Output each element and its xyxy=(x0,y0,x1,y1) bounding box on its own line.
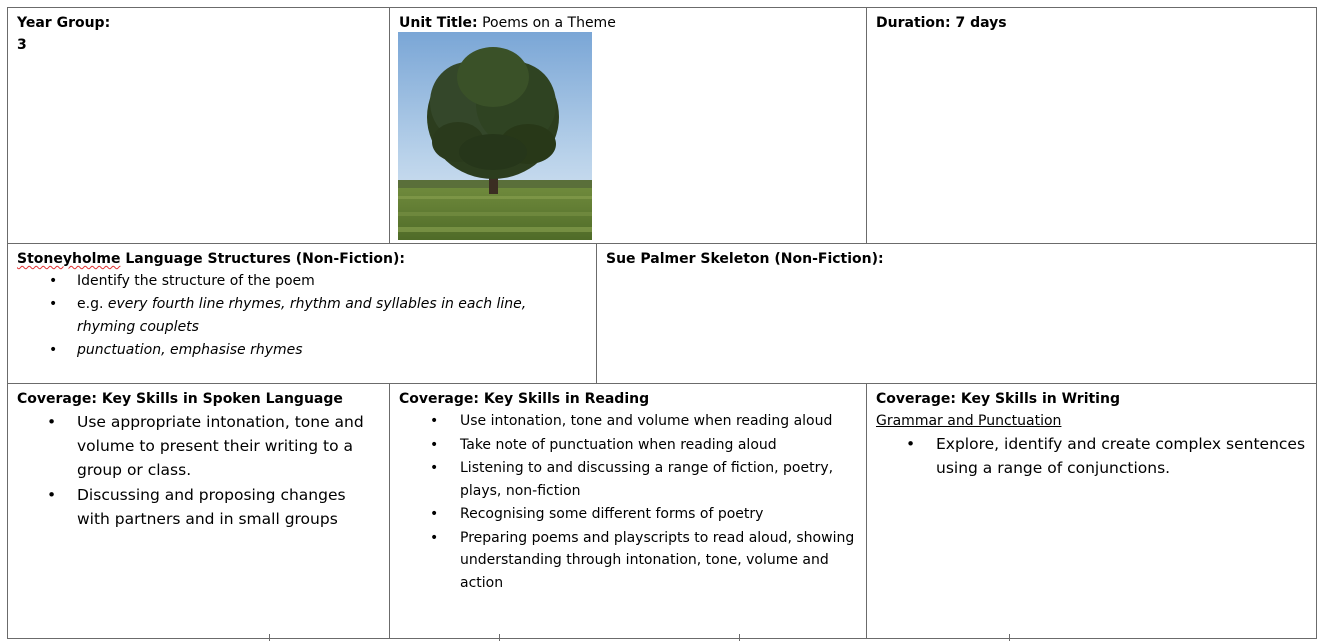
list-item xyxy=(17,270,587,293)
spoken-language-heading: Coverage: Key Skills in Spoken Language xyxy=(17,391,343,407)
list-item xyxy=(17,293,587,339)
list-item: • Explore, identify and create complex sentences using a range of conjunctions. xyxy=(876,432,1307,480)
writing-cell xyxy=(866,383,1317,639)
reading-cell xyxy=(389,383,867,639)
language-structures-heading xyxy=(17,248,587,270)
writing-subheading: Grammar and Punctuation xyxy=(876,413,1062,429)
list-item-italic: punctuation, emphasise rhymes xyxy=(77,342,303,358)
duration-label: Duration: 7 days xyxy=(876,15,1007,31)
year-group-cell xyxy=(7,7,390,244)
tree-photo xyxy=(398,32,592,240)
list-item: • Take note of punctuation when reading aloud xyxy=(399,434,857,457)
spoken-language-list xyxy=(17,410,380,531)
year-group-value: 3 xyxy=(17,37,27,53)
unit-title xyxy=(399,12,857,34)
reading-list xyxy=(399,410,857,594)
language-structures-cell xyxy=(7,243,597,384)
reading-heading: Coverage: Key Skills in Reading xyxy=(399,391,650,407)
list-item-text: e.g. xyxy=(77,296,108,312)
language-structures-heading-rest: Language Structures (Non-Fiction): xyxy=(120,251,405,267)
writing-list xyxy=(876,432,1307,480)
spoken-language-cell xyxy=(7,383,390,639)
list-item-italic: every fourth line rhymes, rhythm and syllables in each line, rhyming couplets xyxy=(77,296,527,335)
list-item: • Recognising some different forms of poetry xyxy=(399,503,857,526)
skeleton-cell xyxy=(596,243,1317,384)
list-item: • Listening to and discussing a range of fiction, poetry, plays, non-fiction xyxy=(399,457,857,502)
list-item: • Use appropriate intonation, tone and volume to present their writing to a group or class. xyxy=(17,410,380,482)
list-item xyxy=(17,339,587,362)
skeleton-heading: Sue Palmer Skeleton (Non-Fiction): xyxy=(606,251,884,267)
unit-title-label: Unit Title: xyxy=(399,15,478,31)
duration-cell xyxy=(866,7,1317,244)
list-item: • Discussing and proposing changes with partners and in small groups xyxy=(17,483,380,531)
list-item-text: Identify the structure of the poem xyxy=(77,273,315,289)
writing-heading: Coverage: Key Skills in Writing xyxy=(876,391,1120,407)
list-item: • Use intonation, tone and volume when reading aloud xyxy=(399,410,857,433)
language-structures-list xyxy=(17,270,587,362)
unit-title-value: Poems on a Theme xyxy=(477,15,616,31)
school-name: Stoneyholme xyxy=(17,251,121,267)
list-item: • Preparing poems and playscripts to read aloud, showing understanding through intonation, tone, volume and action xyxy=(399,527,857,595)
tree-image xyxy=(398,32,592,240)
year-group-label: Year Group: xyxy=(17,15,111,31)
